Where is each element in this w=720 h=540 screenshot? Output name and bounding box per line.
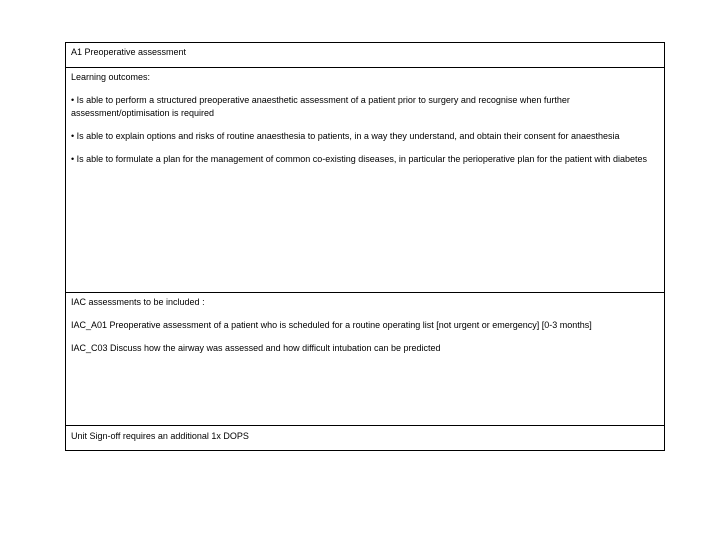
unit-title-row (66, 43, 664, 68)
signoff-text: Unit Sign-off requires an additional 1x DOPS (71, 431, 249, 441)
unit-title: A1 Preoperative assessment (71, 47, 187, 57)
iac-assessments-heading: IAC assessments to be included : (71, 297, 205, 307)
learning-outcome-item: • Is able to perform a structured preoperative anaesthetic assessment of a patient prior to surgery and recognise when further assessment/optimisation is required (71, 95, 570, 118)
signoff-row (66, 426, 664, 450)
learning-outcomes-heading: Learning outcomes: (71, 72, 151, 82)
learning-outcome-item: • Is able to explain options and risks of routine anaesthesia to patients, in a way they understand, and obtain their consent for anaesthesia (71, 131, 620, 141)
iac-assessments-row (66, 293, 664, 426)
iac-assessment-item: IAC_A01 Preoperative assessment of a patient who is scheduled for a routine operating list [not urgent or emergency] [0-3 months] (71, 320, 592, 330)
iac-assessment-item: IAC_C03 Discuss how the airway was assessed and how difficult intubation can be predicted (71, 343, 441, 353)
learning-outcome-item: • Is able to formulate a plan for the management of common co-existing diseases, in particular the perioperative plan for the patient with diabetes (71, 154, 647, 164)
learning-outcomes-row (66, 68, 664, 293)
curriculum-table (65, 42, 665, 451)
